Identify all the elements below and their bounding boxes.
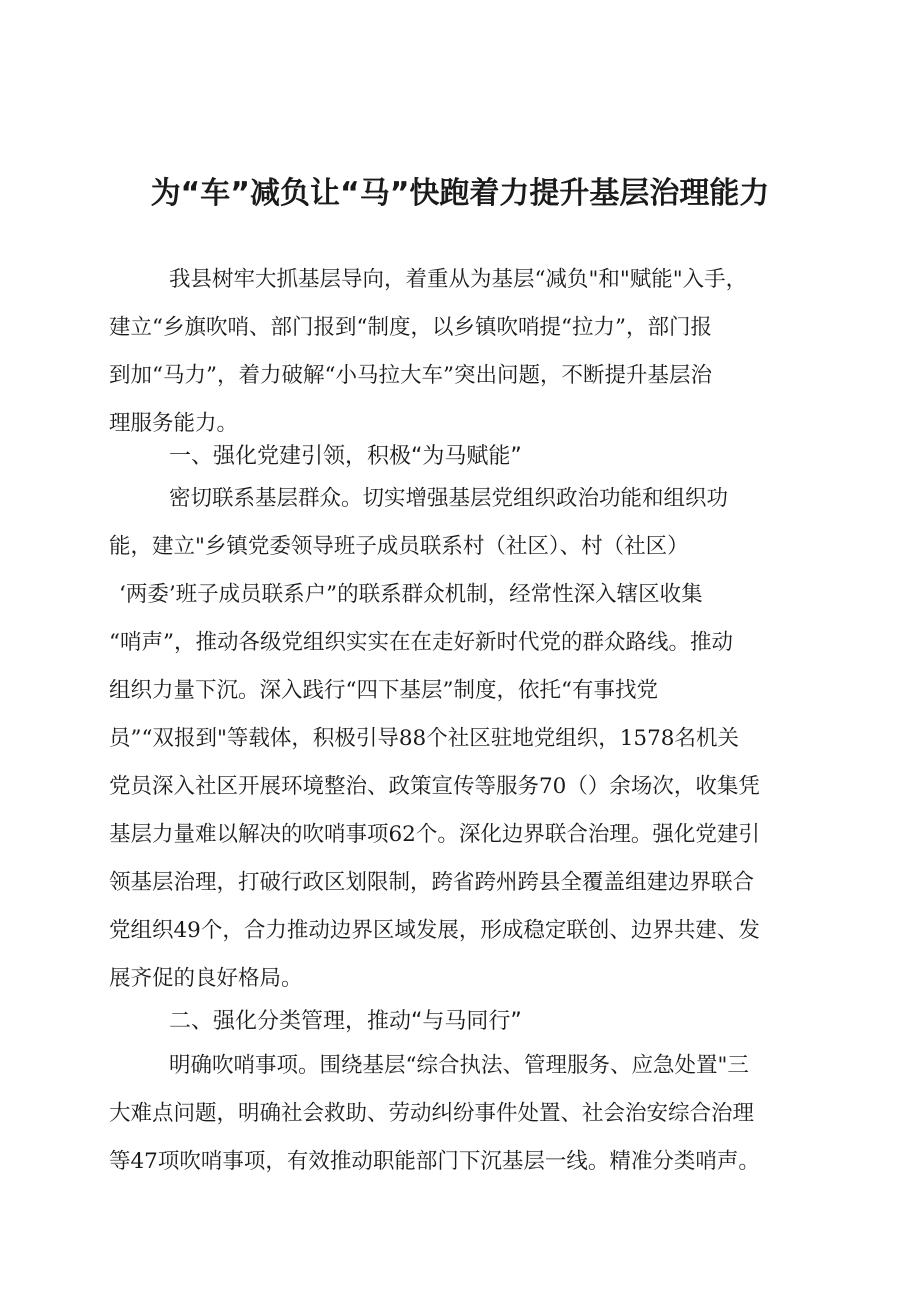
section-heading-1: 一、强化党建引领，积极“为马赋能” (169, 444, 522, 469)
document-title: 为“车”减负让“马”快跑着力提升基层治理能力 (150, 176, 770, 211)
intro-line: 建立“乡旗吹哨、部门报到“制度，以乡镇吹哨提“拉力”，部门报 (109, 315, 712, 340)
section-1-line: 员”“双报到"等载体，积极引导88个社区驻地党组织，1578名机关 (109, 726, 739, 751)
intro-line: 到加“马力”，着力破解“小马拉大车”突出问题，不断提升基层治 (109, 363, 712, 388)
section-1-line: 组织力量下沉。深入践行“四下基层”制度，依托“有事找党 (109, 678, 658, 703)
section-2-line: 等47项吹哨事项，有效推动职能部门下沉基层一线。精准分类哨声。 (109, 1149, 760, 1174)
intro-line: 理服务能力。 (109, 411, 239, 436)
section-1-line: 密切联系基层群众。切实增强基层党组织政治功能和组织功 (169, 486, 729, 511)
section-2-line: 明确吹哨事项。围绕基层“综合执法、管理服务、应急处置"三 (169, 1053, 749, 1078)
section-1-line: 领基层治理，打破行政区划限制，跨省跨州跨县全覆盖组建边界联合 (109, 870, 755, 895)
section-1-line: 展齐促的良好格局。 (109, 966, 303, 991)
section-1-line: 党组织49个，合力推动边界区域发展，形成稳定联创、边界共建、发 (109, 918, 760, 943)
section-1-line: 能，建立"乡镇党委领导班子成员联系村（社区）、村（社区） (109, 534, 689, 559)
section-1-line: ‘两委’班子成员联系户”的联系群众机制，经常性深入辖区收集 (119, 582, 703, 607)
section-heading-2: 二、强化分类管理，推动“与马同行” (169, 1009, 522, 1034)
section-1-line: 党员深入社区开展环境整治、政策宣传等服务70（）余场次，收集凭 (109, 774, 760, 799)
section-1-line: “哨声”，推动各级党组织实实在在走好新时代党的群众路线。推动 (109, 630, 733, 655)
intro-line: 我县树牢大抓基层导向，着重从为基层“减负"和"赋能"入手， (169, 267, 748, 292)
section-1-line: 基层力量难以解决的吹哨事项62个。深化边界联合治理。强化党建引 (109, 822, 760, 847)
section-2-line: 大难点问题，明确社会救助、劳动纠纷事件处置、社会治安综合治理 (109, 1101, 755, 1126)
